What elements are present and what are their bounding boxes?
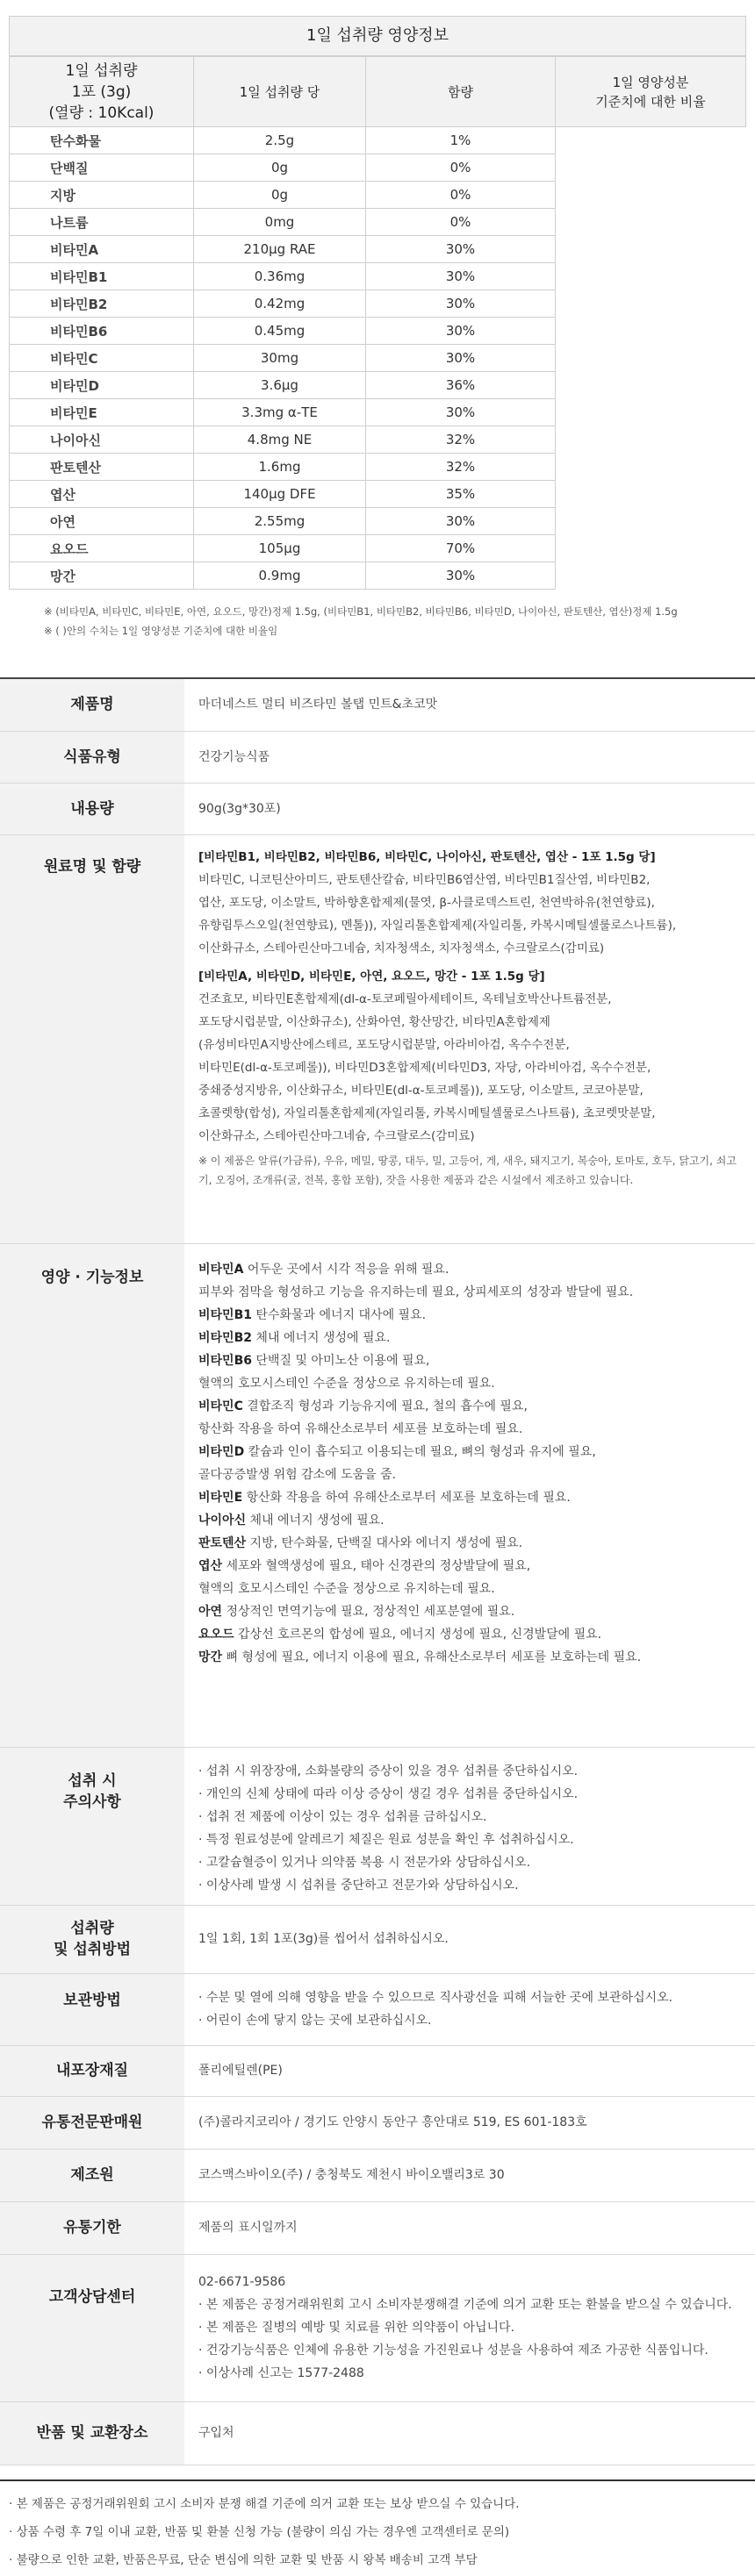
service-item: · 본 제품은 공정거래위원회 고시 소비자분쟁해결 기준에 의거 교환 또는 환불을 받으실 수 있습니다. bbox=[198, 2298, 732, 2312]
nutrient-daily-percent: 0% bbox=[366, 209, 556, 236]
label-function: 영양 · 기능정보 bbox=[0, 1243, 184, 1747]
caution-item: · 고칼슘혈증이 있거나 의약품 복용 시 전문가와 상담하십시오. bbox=[198, 1855, 531, 1870]
service-item: · 본 제품은 질병의 예방 및 치료를 위한 의약품이 아닙니다. bbox=[198, 2321, 515, 2335]
function-line bbox=[198, 1509, 739, 1532]
ingredients-line: 포도당시럽분말, 이산화규소), 산화아연, 황산망간, 비타민A혼합제제 bbox=[198, 1014, 550, 1029]
ingredients-group-2-title: [비타민A, 비타민D, 비타민E, 아연, 요오드, 망간 - 1포 1.5g 당] bbox=[198, 969, 545, 984]
nutrient-amount: 0.36mg bbox=[194, 263, 366, 290]
nutrient-daily-percent: 35% bbox=[366, 481, 556, 508]
info-row-expiry bbox=[0, 2201, 755, 2254]
nutrient-daily-percent: 1% bbox=[366, 127, 556, 154]
caution-item: · 섭취 시 위장장애, 소화불량의 증상이 있을 경우 섭취를 중단하십시오. bbox=[198, 1764, 579, 1778]
function-line bbox=[198, 1418, 739, 1441]
info-row-exchange bbox=[0, 2401, 755, 2465]
caution-item: · 이상사례 발생 시 섭취를 중단하고 전문가와 상담하십시오. bbox=[198, 1878, 519, 1893]
nutrition-row bbox=[10, 290, 746, 318]
nutrition-row bbox=[10, 535, 746, 562]
nutrition-table bbox=[9, 56, 746, 590]
nutrient-label: 비타민B6 bbox=[198, 1353, 252, 1368]
nutrition-row bbox=[10, 209, 746, 236]
nutrition-row bbox=[10, 481, 746, 508]
function-text: 뼈 형성에 필요, 에너지 이용에 필요, 유해산소로부터 세포를 보호하는데 필요. bbox=[222, 1649, 642, 1664]
nutrient-daily-percent: 36% bbox=[366, 372, 556, 399]
function-line bbox=[198, 1646, 739, 1669]
nutrient-name: 탄수화물 bbox=[10, 127, 194, 154]
function-line bbox=[198, 1372, 739, 1395]
nutrient-label: 판토텐산 bbox=[198, 1535, 247, 1550]
nutrient-label: 엽산 bbox=[198, 1558, 223, 1573]
function-text: 탄수화물과 에너지 대사에 필요. bbox=[251, 1307, 427, 1322]
label-dosage: 섭취량 및 섭취방법 bbox=[0, 1905, 184, 1973]
function-line bbox=[198, 1441, 739, 1463]
nutrition-row bbox=[10, 182, 746, 209]
value-product-name: 마더네스트 멀티 비즈타민 볼탭 민트&초코맛 bbox=[184, 678, 755, 731]
info-row-function bbox=[0, 1243, 755, 1747]
nutrition-row bbox=[10, 508, 746, 535]
function-text: 피부와 점막을 형성하고 기능을 유지하는데 필요, 상피세포의 성장과 발달에 필요. bbox=[198, 1284, 634, 1299]
nutrition-body bbox=[10, 127, 746, 590]
ingredients-line: 건조효모, 비타민E혼합제제(dl-α-토코페릴아세테이트, 옥테닐호박산나트륨전분, bbox=[198, 991, 612, 1006]
nutrient-daily-percent: 30% bbox=[366, 236, 556, 263]
nutrition-row bbox=[10, 562, 746, 590]
function-line bbox=[198, 1555, 739, 1578]
nutrient-amount: 0mg bbox=[194, 209, 366, 236]
label-product-name: 제품명 bbox=[0, 678, 184, 731]
label-distributor: 유통전문판매원 bbox=[0, 2096, 184, 2149]
nutrient-amount: 0.42mg bbox=[194, 290, 366, 318]
nutrient-amount: 0g bbox=[194, 182, 366, 209]
nutrient-amount: 2.55mg bbox=[194, 508, 366, 535]
caution-item: · 특정 원료성분에 알레르기 체질은 원료 성분을 확인 후 섭취하십시오. bbox=[198, 1832, 574, 1847]
nutrition-row bbox=[10, 154, 746, 182]
function-text: 항산화 작용을 하여 유해산소로부터 세포를 보호하는데 필요. bbox=[198, 1421, 523, 1436]
function-line bbox=[198, 1327, 739, 1349]
nutrition-note: ※ ( )안의 수치는 1일 영양성분 기준치에 대한 비율임 bbox=[44, 625, 278, 637]
function-line bbox=[198, 1578, 739, 1600]
function-text: 단백질 및 아미노산 이용에 필요, bbox=[251, 1353, 430, 1368]
label-capacity: 내용량 bbox=[0, 783, 184, 834]
nutrition-row bbox=[10, 372, 746, 399]
info-row-ingredients bbox=[0, 834, 755, 1243]
nutrition-title: 1일 섭취량 영양정보 bbox=[9, 16, 746, 56]
value-packaging: 폴리에틸렌(PE) bbox=[184, 2045, 755, 2096]
function-text: 골다공증발생 위험 감소에 도움을 줌. bbox=[198, 1467, 397, 1482]
ingredients-line: 이산화규소, 스테아린산마그네슘, 치자청색소, 치자청색소, 수크랄로스(감미료) bbox=[198, 941, 605, 955]
nutrient-daily-percent: 0% bbox=[366, 154, 556, 182]
service-info bbox=[184, 2254, 755, 2401]
nutrient-daily-percent: 30% bbox=[366, 508, 556, 535]
nutrient-amount: 1.6mg bbox=[194, 454, 366, 481]
nutrient-amount: 0g bbox=[194, 154, 366, 182]
value-dosage: 1일 1회, 1회 1포(3g)를 씹어서 섭취하십시오. bbox=[184, 1905, 755, 1973]
value-capacity: 90g(3g*30포) bbox=[184, 783, 755, 834]
label-caution: 섭취 시 주의사항 bbox=[0, 1747, 184, 1905]
ingredients-line: 비타민E(dl-α-토코페롤)), 비타민D3혼합제제(비타민D3, 자당, 아라비아검, 옥수수전분, bbox=[198, 1060, 651, 1075]
label-packaging: 내포장재질 bbox=[0, 2045, 184, 2096]
nutrient-name: 비타민B1 bbox=[10, 263, 194, 290]
nutrition-row bbox=[10, 345, 746, 372]
allergy-note: ※ 이 제품은 알류(가금류), 우유, 메밀, 땅콩, 대두, 밀, 고등어, 게, 새우, 돼지고기, 복숭아, 토마토, 호두, 닭고기, 쇠고기, 오징어, 조개류(굴, 전복, 홍합 포함), 잣을 사용한 제품과 같은 시설에서 제조하고 있습니다. bbox=[198, 1154, 737, 1186]
function-line bbox=[198, 1395, 739, 1418]
nutrient-label: 비타민B1 bbox=[198, 1307, 252, 1322]
nutrition-notes bbox=[9, 590, 746, 640]
info-row-distributor bbox=[0, 2096, 755, 2149]
nutrient-daily-percent: 30% bbox=[366, 562, 556, 590]
nutrient-amount: 0.9mg bbox=[194, 562, 366, 590]
function-line bbox=[198, 1623, 739, 1646]
function-text: 혈액의 호모시스테인 수준을 정상으로 유지하는데 필요. bbox=[198, 1376, 495, 1391]
value-expiry: 제품의 표시일까지 bbox=[184, 2201, 755, 2254]
nutrient-name: 나트륨 bbox=[10, 209, 194, 236]
nutrient-name: 비타민B2 bbox=[10, 290, 194, 318]
refund-notice-item: · 본 제품은 공정거래위원회 고시 소비자 분쟁 해결 기준에 의거 교환 또는 보상 받으실 수 있습니다. bbox=[9, 2496, 520, 2511]
refund-notice-item: · 상품 수령 후 7일 이내 교환, 반품 및 환불 신청 가능 (불량이 의심 가는 경우엔 고객센터로 문의) bbox=[9, 2524, 510, 2539]
label-storage: 보관방법 bbox=[0, 1973, 184, 2045]
info-row-service bbox=[0, 2254, 755, 2401]
nutrient-daily-percent: 32% bbox=[366, 454, 556, 481]
nutrient-label: 나이아신 bbox=[198, 1513, 247, 1528]
nutrition-row bbox=[10, 454, 746, 481]
info-row-dosage bbox=[0, 1905, 755, 1973]
label-service: 고객상담센터 bbox=[0, 2254, 184, 2401]
caution-list bbox=[184, 1747, 755, 1905]
header-daily-value: 1일 영양성분 기준치에 대한 비율 bbox=[556, 57, 746, 127]
nutrient-label: 비타민A bbox=[198, 1262, 244, 1277]
function-line bbox=[198, 1258, 739, 1281]
value-exchange: 구입처 bbox=[184, 2401, 755, 2465]
value-food-type: 건강기능식품 bbox=[184, 731, 755, 783]
function-line bbox=[198, 1532, 739, 1555]
nutrient-name: 비타민D bbox=[10, 372, 194, 399]
function-text: 항산화 작용을 하여 유해산소로부터 세포를 보호하는데 필요. bbox=[242, 1490, 571, 1505]
value-distributor: (주)콜라지코리아 / 경기도 안양시 동안구 흥안대로 519, ES 601-183호 bbox=[184, 2096, 755, 2149]
header-amount: 함량 bbox=[366, 57, 556, 127]
ingredients-line: 이산화규소, 스테아린산마그네슘, 수크랄로스(감미료) bbox=[198, 1128, 475, 1143]
ingredients-group-2 bbox=[198, 965, 739, 1190]
nutrient-name: 비타민B6 bbox=[10, 318, 194, 345]
function-text: 체내 에너지 생성에 필요. bbox=[246, 1513, 385, 1528]
nutrient-name: 요오드 bbox=[10, 535, 194, 562]
nutrient-label: 비타민B2 bbox=[198, 1330, 252, 1345]
nutrition-section bbox=[0, 0, 755, 640]
nutrition-row bbox=[10, 236, 746, 263]
info-row-caution bbox=[0, 1747, 755, 1905]
nutrient-name: 판토텐산 bbox=[10, 454, 194, 481]
info-row-packaging bbox=[0, 2045, 755, 2096]
nutrient-daily-percent: 70% bbox=[366, 535, 556, 562]
function-line bbox=[198, 1600, 739, 1623]
function-line bbox=[198, 1304, 739, 1327]
nutrient-name: 단백질 bbox=[10, 154, 194, 182]
ingredients-line: (유성비타민A지방산에스테르, 포도당시럽분말, 아라비아검, 옥수수전분, bbox=[198, 1037, 570, 1052]
nutrient-label: 망간 bbox=[198, 1649, 223, 1664]
nutrient-amount: 3.6μg bbox=[194, 372, 366, 399]
nutrient-daily-percent: 0% bbox=[366, 182, 556, 209]
product-info-table bbox=[0, 677, 755, 2465]
function-info bbox=[184, 1243, 755, 1747]
nutrient-amount: 0.45mg bbox=[194, 318, 366, 345]
nutrient-name: 아연 bbox=[10, 508, 194, 535]
function-text: 갑상선 호르몬의 합성에 필요, 에너지 생성에 필요, 신경발달에 필요. bbox=[234, 1627, 602, 1642]
function-text: 세포와 혈액생성에 필요, 태아 신경관의 정상발달에 필요, bbox=[222, 1558, 531, 1573]
function-line bbox=[198, 1486, 739, 1509]
function-text: 체내 에너지 생성에 필요. bbox=[251, 1330, 391, 1345]
info-row-food-type bbox=[0, 731, 755, 783]
label-exchange: 반품 및 교환장소 bbox=[0, 2401, 184, 2465]
nutrient-amount: 105μg bbox=[194, 535, 366, 562]
nutrient-amount: 3.3mg α-TE bbox=[194, 399, 366, 426]
nutrient-amount: 140μg DFE bbox=[194, 481, 366, 508]
nutrient-name: 망간 bbox=[10, 562, 194, 590]
header-per-serving: 1일 섭취량 당 bbox=[194, 57, 366, 127]
refund-notice bbox=[0, 2479, 755, 2576]
nutrient-daily-percent: 30% bbox=[366, 318, 556, 345]
nutrient-daily-percent: 30% bbox=[366, 399, 556, 426]
nutrient-amount: 2.5g bbox=[194, 127, 366, 154]
nutrient-name: 엽산 bbox=[10, 481, 194, 508]
ingredients-group-1-title: [비타민B1, 비타민B2, 비타민B6, 비타민C, 나이아신, 판토텐산, 엽산 - 1포 1.5g 당] bbox=[198, 849, 656, 864]
label-expiry: 유통기한 bbox=[0, 2201, 184, 2254]
service-phone: 02-6671-9586 bbox=[198, 2275, 286, 2289]
function-text: 어두운 곳에서 시각 적응을 위해 필요. bbox=[243, 1262, 449, 1277]
nutrient-name: 비타민E bbox=[10, 399, 194, 426]
nutrient-daily-percent: 30% bbox=[366, 263, 556, 290]
ingredients-line: 중쇄중성지방유, 이산화규소, 비타민E(dl-α-토코페롤)), 포도당, 이소말트, 코코아분말, bbox=[198, 1083, 644, 1098]
function-text: 혈액의 호모시스테인 수준을 정상으로 유지하는데 필요. bbox=[198, 1581, 495, 1596]
service-item: · 이상사례 신고는 1577-2488 bbox=[198, 2366, 364, 2380]
nutrition-row bbox=[10, 263, 746, 290]
ingredients-line: 비타민C, 니코틴산아미드, 판토텐산칼슘, 비타민B6염산염, 비타민B1질산염, 비타민B2, bbox=[198, 872, 651, 887]
function-text: 정상적인 면역기능에 필요, 정상적인 세포분열에 필요. bbox=[222, 1604, 515, 1619]
nutrient-amount: 30mg bbox=[194, 345, 366, 372]
nutrition-note: ※ (비타민A, 비타민C, 비타민E, 아연, 요오드, 망간)정제 1.5g, (비타민B1, 비타민B2, 비타민B6, 비타민D, 나이아신, 판토텐산, 엽산)정제 1.5g bbox=[44, 605, 678, 618]
ingredients-line: 엽산, 포도당, 이소말트, 박하향혼합제제(물엿, β-사클로덱스트린, 천연박하유(천연향료), bbox=[198, 895, 655, 910]
nutrient-daily-percent: 32% bbox=[366, 426, 556, 454]
caution-item: · 섭취 전 제품에 이상이 있는 경우 섭취를 금하십시오. bbox=[198, 1809, 487, 1824]
nutrient-label: 비타민E bbox=[198, 1490, 243, 1505]
nutrient-label: 비타민C bbox=[198, 1399, 243, 1413]
function-text: 칼슘과 인이 흡수되고 이용되는데 필요, 뼈의 형성과 유지에 필요, bbox=[244, 1444, 596, 1459]
ingredients-line: 초콜렛향(합성), 자일리톨혼합제제(자일리톨, 카복시메틸셀룰로스나트륨), 초코렛맛분말, bbox=[198, 1106, 656, 1120]
label-food-type: 식품유형 bbox=[0, 731, 184, 783]
label-ingredients: 원료명 및 함량 bbox=[0, 834, 184, 1243]
function-line bbox=[198, 1349, 739, 1372]
nutrition-row bbox=[10, 127, 746, 154]
value-manufacturer: 코스맥스바이오(주) / 충청북도 제천시 바이오밸리3로 30 bbox=[184, 2149, 755, 2201]
serving-size-cell: 1일 섭취량 1포 (3g) (열량 : 10Kcal) bbox=[10, 57, 194, 127]
nutrition-row bbox=[10, 399, 746, 426]
nutrient-name: 비타민A bbox=[10, 236, 194, 263]
nutrient-label: 비타민D bbox=[198, 1444, 245, 1459]
nutrition-row bbox=[10, 318, 746, 345]
storage-item: · 수분 및 열에 의해 영향을 받을 수 있으므로 직사광선을 피해 서늘한 곳에 보관하십시오. bbox=[198, 1991, 673, 2005]
nutrient-name: 지방 bbox=[10, 182, 194, 209]
function-text: 지방, 탄수화물, 단백질 대사와 에너지 생성에 필요. bbox=[246, 1535, 523, 1550]
ingredients-group-1 bbox=[198, 846, 739, 960]
function-line bbox=[198, 1463, 739, 1486]
label-manufacturer: 제조원 bbox=[0, 2149, 184, 2201]
nutrient-amount: 210μg RAE bbox=[194, 236, 366, 263]
nutrient-daily-percent: 30% bbox=[366, 290, 556, 318]
nutrition-header-row bbox=[10, 57, 746, 127]
refund-notice-item: · 불량으로 인한 교환, 반품은무료, 단순 변심에 의한 교환 및 반품 시 왕복 배송비 고객 부담 bbox=[9, 2552, 478, 2567]
nutrient-amount: 4.8mg NE bbox=[194, 426, 366, 454]
function-line bbox=[198, 1281, 739, 1304]
service-item: · 건강기능식품은 인체에 유용한 기능성을 가진원료나 성분을 사용하여 제조 가공한 식품입니다. bbox=[198, 2343, 708, 2358]
nutrient-daily-percent: 30% bbox=[366, 345, 556, 372]
info-row-storage bbox=[0, 1973, 755, 2045]
nutrient-label: 아연 bbox=[198, 1604, 223, 1619]
info-row-capacity bbox=[0, 783, 755, 834]
storage-item: · 어린이 손에 닿지 않는 곳에 보관하십시오. bbox=[198, 2014, 432, 2028]
info-row-product-name bbox=[0, 678, 755, 731]
nutrient-name: 나이아신 bbox=[10, 426, 194, 454]
storage-list bbox=[184, 1973, 755, 2045]
nutrient-name: 비타민C bbox=[10, 345, 194, 372]
nutrient-label: 요오드 bbox=[198, 1627, 234, 1642]
caution-item: · 개인의 신체 상태에 따라 이상 증상이 생길 경우 섭취를 중단하십시오. bbox=[198, 1786, 579, 1801]
ingredients-line: 유향림투스오일(천연향료), 멘톨)), 자일리톨혼합제제(자일리톨, 카복시메틸셀룰로스나트륨), bbox=[198, 918, 677, 933]
function-text: 결합조직 형성과 기능유지에 필요, 철의 흡수에 필요, bbox=[242, 1399, 528, 1413]
nutrition-row bbox=[10, 426, 746, 454]
info-row-manufacturer bbox=[0, 2149, 755, 2201]
